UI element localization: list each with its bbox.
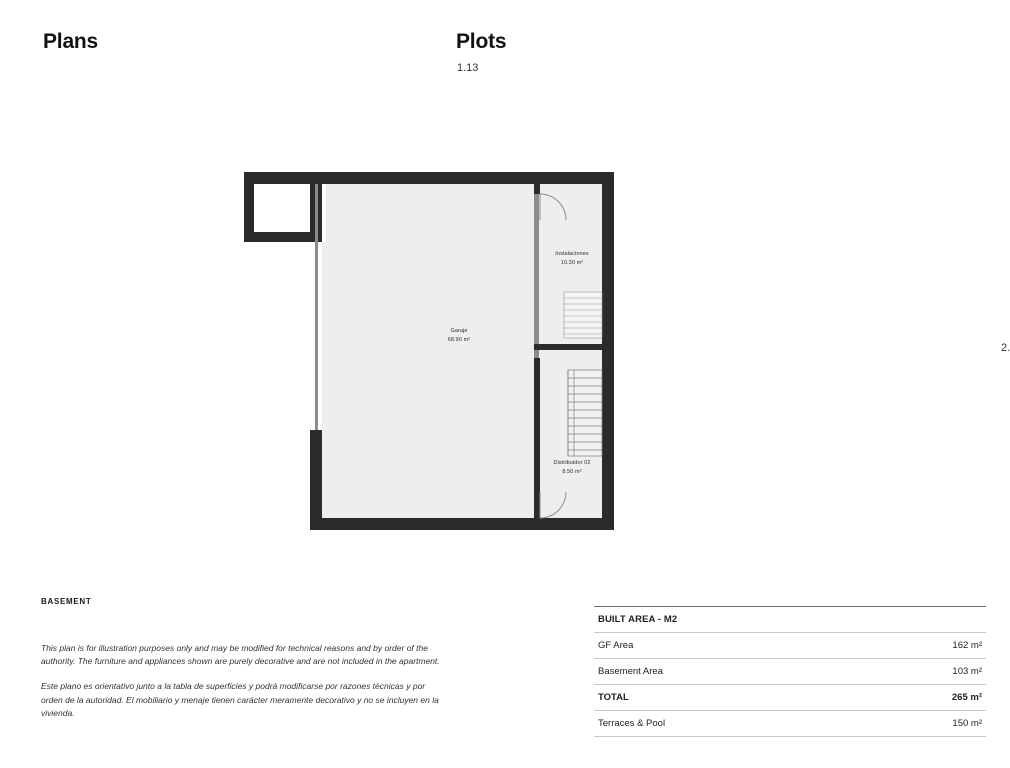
row-label-basement-area: Basement Area: [594, 659, 854, 685]
table-row: [594, 659, 986, 685]
page-title-plans: Plans: [43, 30, 99, 53]
staircase: [568, 370, 602, 456]
row-value-basement-area: 103 m²: [854, 659, 986, 685]
page-title-plots: Plots: [456, 30, 507, 53]
row-label-total: TOTAL: [594, 685, 854, 711]
disclaimer-english: This plan is for illustration purposes only and may be modified for technical reasons and by order of the authority. The furniture and appliances shown are purely decorative and are not included in the apartment.: [41, 643, 440, 667]
row-value-terraces-pool: 150 m²: [854, 711, 986, 737]
page-edge-number: 2.: [1001, 342, 1010, 354]
row-label-gf-area: GF Area: [594, 633, 854, 659]
table-header-row: [594, 607, 986, 633]
stair-hatch-upper: [564, 292, 602, 338]
room-label-distribuidor: Distribuidor 02 8.50 m²: [553, 460, 591, 475]
row-label-terraces-pool: Terraces & Pool: [594, 711, 854, 737]
disclaimer-text: [41, 642, 441, 720]
disclaimer-spanish: Este plano es orientativo junto a la tabla de superficies y podrá modificarse por razones técnicas y por orden de la autoridad. El mobiliario y menaje tienen carácter meramente decorativo y no se incluyen en la vivienda.: [41, 681, 439, 718]
room-label-garaje: Garaje 68.90 m²: [447, 328, 471, 343]
table-header-label: BUILT AREA - M2: [594, 607, 986, 633]
plot-number: 1.13: [457, 62, 479, 74]
row-value-total: 265 m²: [854, 685, 986, 711]
built-area-table: [594, 606, 986, 737]
room-label-instalaciones: Instalaciones 10.30 m²: [555, 251, 589, 266]
table-row-total: [594, 685, 986, 711]
row-value-gf-area: 162 m²: [854, 633, 986, 659]
floor-level-label: BASEMENT: [41, 597, 92, 606]
table-row: [594, 711, 986, 737]
table-row: [594, 633, 986, 659]
floorplan-drawing: [244, 172, 614, 530]
